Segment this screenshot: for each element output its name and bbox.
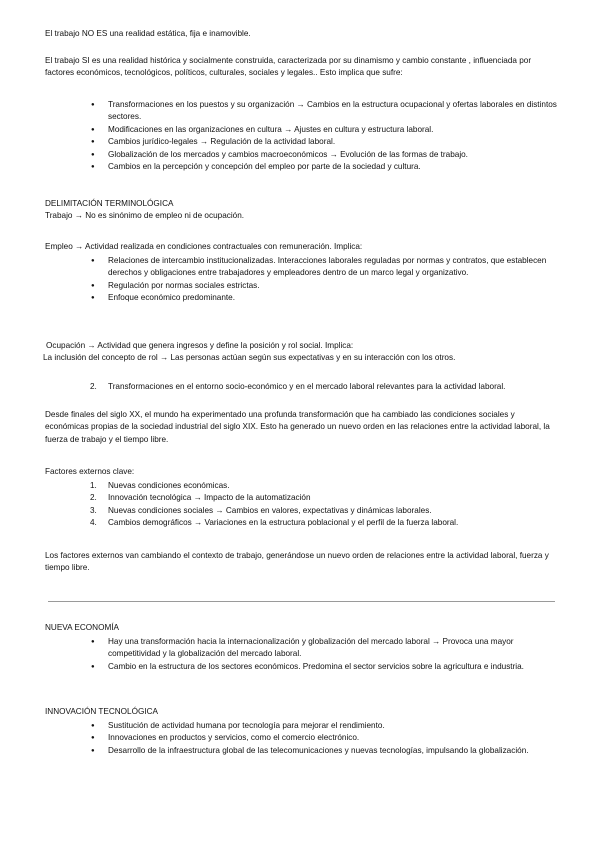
ocupacion-definition: Ocupación → Actividad que genera ingresos y define la posición y rol social. Implica: <box>46 341 354 350</box>
item-text: Nuevas condiciones sociales → Cambios en valores, expectativas y dinámicas laborales. <box>108 505 432 515</box>
changes-list <box>45 99 557 173</box>
conclusion-text: Los factores externos van cambiando el contexto de trabajo, generándose un nuevo orden de relaciones entre la actividad laboral, fuerza y tiempo libre. <box>45 551 549 573</box>
item-number: 1. <box>90 481 97 490</box>
item-text: Nuevas condiciones económicas. <box>108 481 230 490</box>
paragraph-text: Desde finales del siglo XX, el mundo ha experimentado una profunda transformación que ha cambiado las condiciones sociales y económicas propias de la sociedad industrial del siglo XIX. Esto ha generado un nuevo orden en las relaciones entre la actividad laboral, la fuerza de trabajo y el tiempo libre. <box>45 410 550 444</box>
innovacion-heading-block <box>45 706 557 718</box>
nueva-economia-list <box>45 636 557 673</box>
list-item <box>45 517 557 529</box>
list-item: ● Regulación por normas sociales estrictas. <box>45 280 557 292</box>
factors-label-block <box>45 466 557 478</box>
innovacion-list <box>45 720 557 757</box>
list-item: ● Modificaciones en las organizaciones en cultura → Ajustes en cultura y estructura laboral. <box>45 124 557 136</box>
list-item: ● Sustitución de actividad humana por tecnología para mejorar el rendimiento. <box>45 720 557 732</box>
intro-line-2: El trabajo SI es una realidad histórica y socialmente construida, caracterizada por su dinamismo y cambio constante , influenciada por factores económicos, tecnológicos, políticos, culturales, sociales y legales.. Esto implica que sufre: <box>45 56 532 78</box>
intro-statement <box>45 28 557 40</box>
item-number: 2. <box>90 493 97 503</box>
list-item: ● Cambios jurídico-legales → Regulación de la actividad laboral. <box>45 136 557 148</box>
section-heading: INNOVACIÓN TECNOLÓGICA <box>45 707 158 716</box>
delimitacion-section <box>45 198 557 223</box>
factors-conclusion <box>45 550 557 575</box>
nueva-economia-heading-block <box>45 622 557 634</box>
ocupacion-block <box>43 340 558 365</box>
empleo-definition: Empleo → Actividad realizada en condiciones contractuales con remuneración. Implica: <box>45 242 363 251</box>
item-number: 4. <box>90 518 97 528</box>
list-item: ● Enfoque económico predominante. <box>45 292 557 304</box>
horizontal-divider <box>48 601 555 602</box>
list-item: ● Hay una transformación hacia la internacionalización y globalización del mercado laboral → Provoca una mayor competitividad y la globalización del mercado laboral. <box>45 636 557 661</box>
trabajo-definition: Trabajo → No es sinónimo de empleo ni de ocupación. <box>45 211 245 221</box>
list-item <box>45 480 557 492</box>
list-item: ● Desarrollo de la infraestructura global de las telecomunicaciones y nuevas tecnologías, impulsando la globalización. <box>45 745 557 757</box>
section-2-paragraph <box>45 409 557 446</box>
empleo-definition-block <box>45 241 557 253</box>
item-text: Innovación tecnológica → Impacto de la automatización <box>108 493 311 503</box>
list-item: ● Innovaciones en productos y servicios, como el comercio electrónico. <box>45 732 557 744</box>
intro-paragraph <box>45 55 557 80</box>
factors-list <box>45 480 557 530</box>
empleo-list <box>45 255 557 305</box>
list-item: ● Cambios en la percepción y concepción del empleo por parte de la sociedad y cultura. <box>45 161 557 173</box>
section-2-title-list <box>45 381 557 393</box>
list-item: ● Relaciones de intercambio institucionalizadas. Interacciones laborales reguladas por normas y contratos, que establecen derechos y obligaciones entre trabajadores y empleadores dentro de un marco legal y organizativo. <box>45 255 557 280</box>
list-item <box>45 492 557 504</box>
section-heading: DELIMITACIÓN TERMINOLÓGICA <box>45 199 174 208</box>
section-heading: NUEVA ECONOMÍA <box>45 623 120 632</box>
factors-label: Factores externos clave: <box>45 467 135 476</box>
item-text: Cambios demográficos → Variaciones en la estructura poblacional y el perfil de la fuerza laboral. <box>108 518 459 528</box>
list-item <box>45 505 557 517</box>
section-number: 2. <box>90 382 97 391</box>
intro-line-1: El trabajo NO ES una realidad estática, fija e inamovible. <box>45 29 251 38</box>
section-title-text: Transformaciones en el entorno socio-económico y en el mercado laboral relevantes para la actividad laboral. <box>108 382 506 391</box>
list-item: ● Transformaciones en los puestos y su organización → Cambios en la estructura ocupacional y ofertas laborales en distintos sectores. <box>45 99 557 124</box>
ocupacion-detail: La inclusión del concepto de rol → Las personas actúan según sus expectativas y en su interacción con los otros. <box>43 353 456 363</box>
list-item: ● Cambio en la estructura de los sectores económicos. Predomina el sector servicios sobre la agricultura e industria. <box>45 661 557 673</box>
section-2-title <box>45 381 557 393</box>
list-item: ● Globalización de los mercados y cambios macroeconómicos → Evolución de las formas de trabajo. <box>45 149 557 161</box>
item-number: 3. <box>90 505 97 515</box>
